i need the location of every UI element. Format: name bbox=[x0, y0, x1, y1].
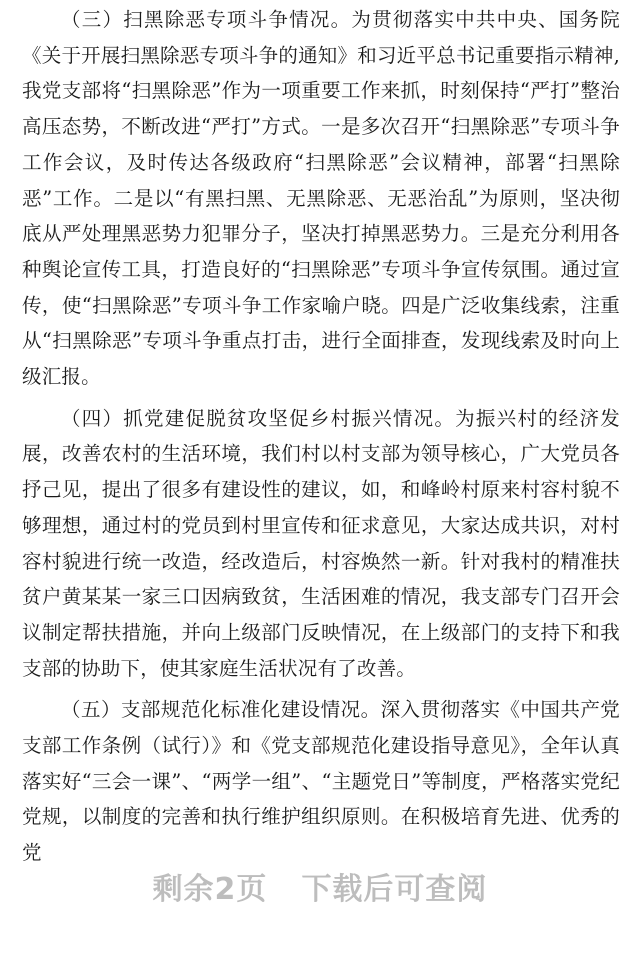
paragraph-anti-crime-campaign: （三）扫黑除恶专项斗争情况。为贯彻落实中共中央、国务院《关于开展扫黑除恶专项斗争的通知》和习近平总书记重要指示精神,我党支部将“扫黑除恶”作为一项重要工作来抓，时刻保持“严打”整治高压态势，不断改进“严打”方式。一是多次召开“扫黑除恶”专项斗争工作会议，及时传达各级政府“扫黑除恶”会议精神，部署“扫黑除恶”工作。二是以“有黑扫黑、无黑除恶、无恶治乱”为原则，坚决彻底从严处理黑恶势力犯罪分子，坚决打掉黑恶势力。三是充分利用各种舆论宣传工具，打造良好的“扫黑除恶”专项斗争宣传氛围。通过宣传，使“扫黑除恶”专项斗争工作家喻户晓。四是广泛收集线索，注重从“扫黑除恶”专项斗争重点打击，进行全面排查，发现线索及时向上级汇报。 bbox=[22, 8, 620, 389]
paragraph-branch-standardization: （五）支部规范化标准化建设情况。深入贯彻落实《中国共产党支部工作条例（试行）》和《党支部规范化建设指导意见》，全年认真落实好“三会一课”、“两学一组”、“主题党日”等制度，严格落实党纪党规，以制度的完善和执行维护组织原则。在积极培育先进、优秀的党 bbox=[22, 698, 620, 865]
download-hint-text: 下载后可查阅 bbox=[301, 872, 488, 907]
document-page bbox=[22, 2, 620, 871]
remaining-pages-banner[interactable] bbox=[0, 870, 640, 910]
remaining-pages-text: 剩余2页 bbox=[152, 872, 268, 907]
paragraph-poverty-alleviation: （四）抓党建促脱贫攻坚促乡村振兴情况。为振兴村的经济发展，改善农村的生活环境，我们村以村支部为领导核心，广大党员各抒己见，提出了很多有建设性的建议，如，和峰岭村原来村容村貌不够理想，通过村的党员到村里宣传和征求意见，大家达成共识，对村容村貌进行统一改造，经改造后，村容焕然一新。针对我村的精准扶贫户黄某某一家三口因病致贫，生活困难的情况，我支部专门召开会议制定帮扶措施，并向上级部门反映情况，在上级部门的支持下和我支部的协助下，使其家庭生活状况有了改善。 bbox=[22, 406, 620, 680]
